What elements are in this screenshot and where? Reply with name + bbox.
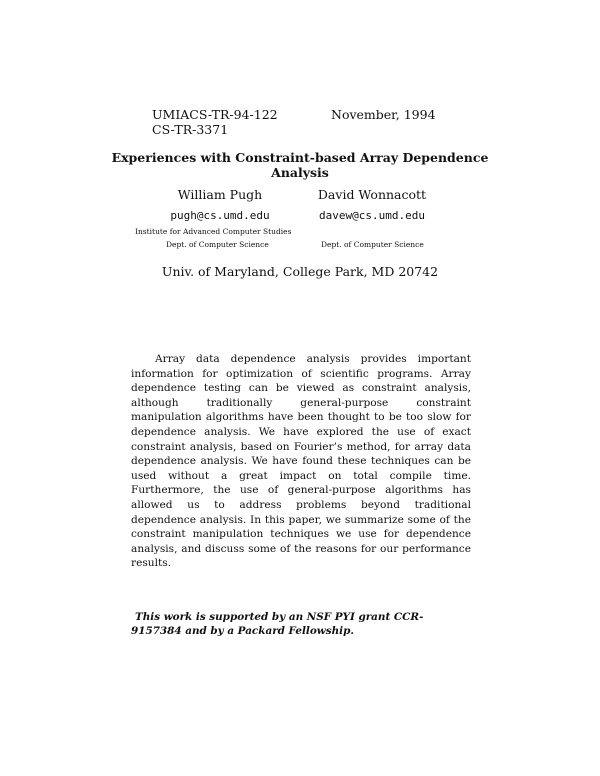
report-date: November, 1994	[331, 107, 436, 122]
author-email-pugh: pugh@cs.umd.edu	[170, 209, 270, 222]
abstract-paragraph: Array data dependence analysis provides important information for optimization of scientific programs. Array dependence testing can be viewed as constraint analysis, although traditionally general-purpose constraint manipulation algorithms have been thought to be too slow for dependence analysis. We have explored the use of exact constraint analysis, based on Fourier’s method, for array data dependence analysis. We have found these techniques can be used without a great impact on total compile time. Furthermore, the use of general-purpose algorithms has allowed us to address problems beyond traditional dependence analysis. In this paper, we summarize some of the constraint manipulation techniques we use for dependence analysis, and discuss some of the reasons for our performance results.	[131, 353, 471, 570]
paper-title: Experiences with Constraint-based Array Dependence Analysis	[111, 150, 489, 180]
affiliation-dept-right: Dept. of Computer Science	[321, 240, 424, 249]
report-number-cs: CS-TR-3371	[152, 122, 229, 137]
author-name-wonnacott: David Wonnacott	[317, 187, 427, 202]
institution-address: Univ. of Maryland, College Park, MD 20742	[161, 264, 439, 279]
author-name-pugh: William Pugh	[177, 187, 263, 202]
report-number-umiacs: UMIACS-TR-94-122	[152, 107, 278, 122]
funding-footnote: This work is supported by an NSF PYI grant CCR-9157384 and by a Packard Fellowship.	[131, 611, 424, 637]
author-email-wonnacott: davew@cs.umd.edu	[319, 209, 425, 222]
affiliation-institute: Institute for Advanced Computer Studies	[135, 227, 292, 236]
affiliation-dept-left: Dept. of Computer Science	[166, 240, 269, 249]
